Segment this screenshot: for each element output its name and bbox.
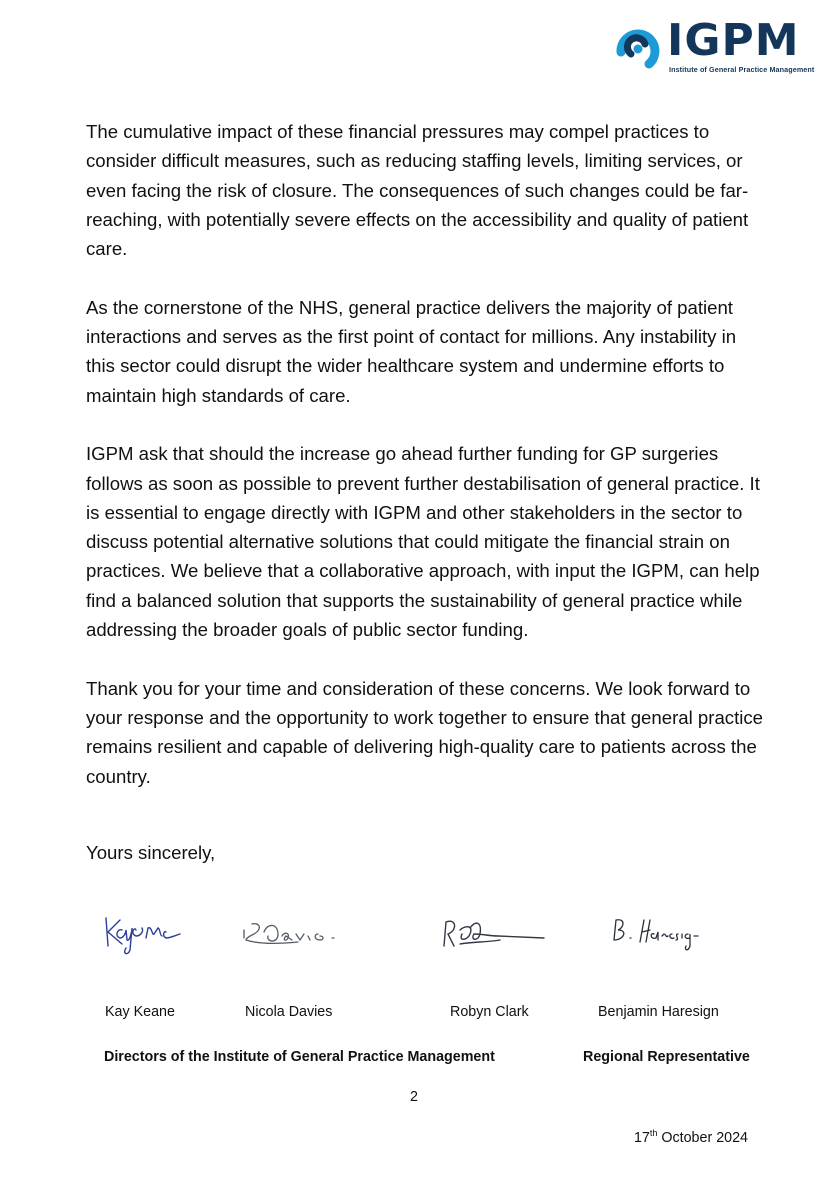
paragraph: As the cornerstone of the NHS, general practice delivers the majority of patient interactions and serves as the first point of contact for millions. Any instability in this sector could disrupt the wider healthcare system and undermine efforts to maintain high standards of care. <box>86 296 737 406</box>
date-suffix: th <box>649 1128 658 1138</box>
signatory-name: Benjamin Haresign <box>598 1004 719 1020</box>
directors-label: Directors of the Institute of General Practice Management <box>104 1049 495 1065</box>
signature-nicola-davies <box>238 900 348 960</box>
letter-date <box>634 1128 748 1146</box>
signatory-name: Nicola Davies <box>245 1004 333 1020</box>
signature-benjamin-haresign <box>610 900 702 960</box>
date-day: 17 <box>633 1130 650 1146</box>
signatory-name: Robyn Clark <box>450 1004 529 1020</box>
paragraph: Thank you for your time and consideration of these concerns. We look forward to your response and the opportunity to work together to ensure that general practice remains resilient and capable of delivering high-quality care to patients across the country. <box>86 677 764 787</box>
signatory-name: Kay Keane <box>105 1004 175 1020</box>
page-number: 2 <box>410 1089 418 1105</box>
logo-wordmark: IGPM <box>667 15 800 66</box>
signature-kay-keane <box>100 900 184 960</box>
logo-swirl-icon <box>611 22 665 72</box>
date-month-year: October 2024 <box>657 1130 748 1146</box>
paragraph: IGPM ask that should the increase go ahead further funding for GP surgeries follows as soon as possible to prevent further destabilisation of general practice. It is essential to engage directly with IGPM and other stakeholders in the sector to discuss potential alternative solutions that could mitigate the financial strain on practices. We believe that a collaborative approach, with input the IGPM, can help find a balanced solution that supports the sustainability of general practice while addressing the broader goals of public sector funding. <box>86 443 760 641</box>
logo-subtitle: Institute of General Practice Management <box>669 65 815 74</box>
igpm-logo <box>611 15 815 76</box>
letter-body <box>86 117 766 820</box>
signature-robyn-clark <box>440 900 548 960</box>
regional-representative-label: Regional Representative <box>583 1049 750 1065</box>
paragraph: The cumulative impact of these financial pressures may compel practices to consider difficult measures, such as reducing staffing levels, limiting services, or even facing the risk of closure. The consequences of such changes could be far-reaching, with potentially severe effects on the accessibility and quality of patient care. <box>86 121 749 260</box>
closing-salutation: Yours sincerely, <box>86 842 216 863</box>
